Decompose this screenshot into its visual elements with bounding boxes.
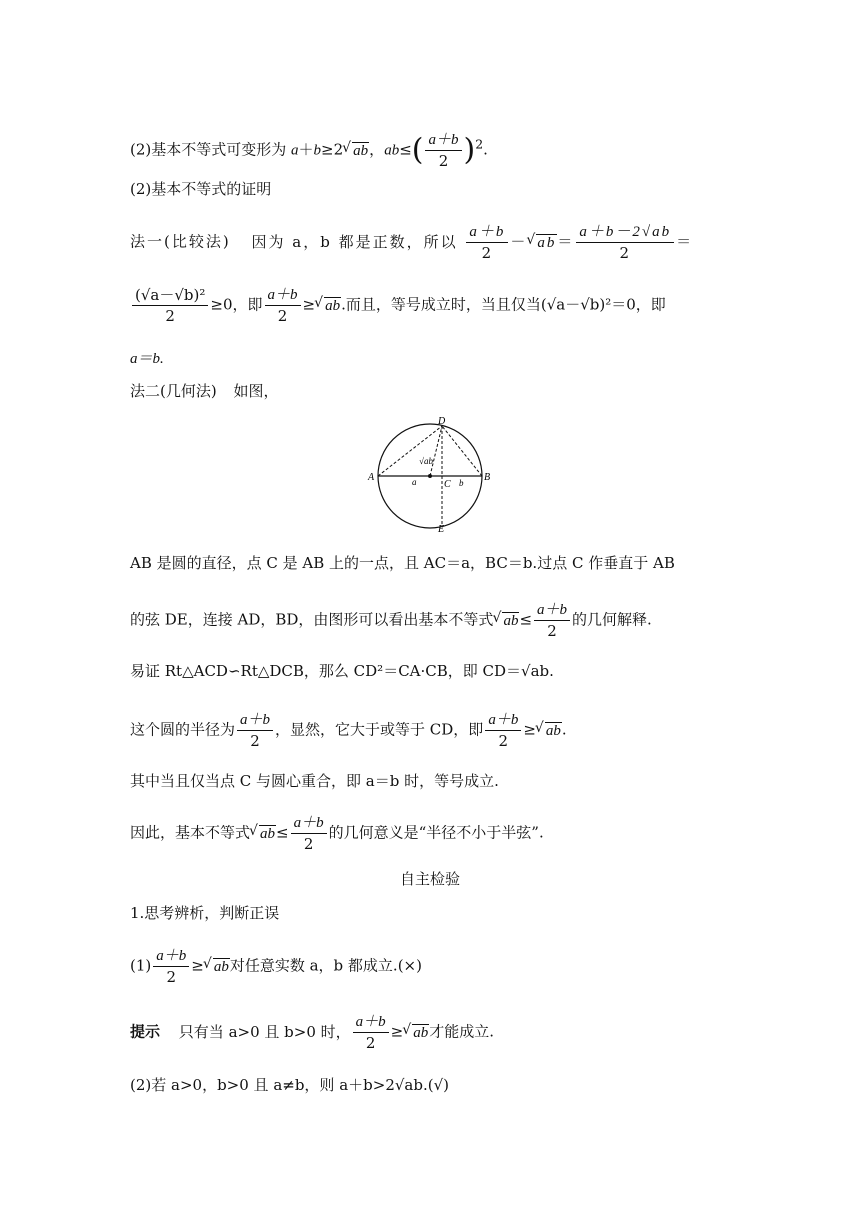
radius-od: [430, 426, 442, 476]
method1-equality: .而且，等号成立时，当且仅当(√a－√b)²＝0，即: [341, 295, 666, 314]
center-point: [428, 474, 432, 478]
method2-label: 法二(几何法): [130, 382, 217, 400]
hint-line: 提示 只有当 a>0 且 b>0 时， $\frac{a+b}{2}$ ≥√ ab才能成立.: [130, 1012, 494, 1053]
q1-2: (2)若 a>0，b>0 且 a≠b，则 a＋b>2√ab.(√): [130, 1076, 449, 1094]
method1-label: 法一(比较法): [130, 232, 231, 251]
proof-heading: (2)基本不等式的证明: [130, 180, 272, 198]
para-ab: AB 是圆的直径，点 C 是 AB 上的一点，且 AC＝a，BC＝b.过点 C 作垂直于 AB: [130, 554, 675, 572]
para-equal: 其中当且仅当点 C 与圆心重合，即 a＝b 时，等号成立.: [130, 772, 499, 790]
q1-1: (1) $\frac{a+b}{2}$ ≥√ ab对任意实数 a，b 都成立.(×): [130, 946, 422, 987]
method1-end: a＝b.: [130, 351, 164, 367]
method2-text: 如图，: [233, 382, 279, 400]
label-e: E: [438, 524, 445, 532]
label-a: A: [368, 472, 375, 483]
label-seg-a: a: [412, 477, 417, 487]
method1-line: 法一(比较法) 因为 a，b 都是正数，所以 $\frac{a+b}{2}$ －√ ab＝ $\frac{a+b-2√ab}{2}$ ＝: [130, 222, 693, 263]
method1-text: 因为 a，b 都是正数，所以: [251, 232, 458, 251]
q1-title: 1.思考辨析，判断正误: [130, 904, 280, 922]
method1-continuation: $\frac{\text{(√a－√b)²}}{2}$ ≥0，即 $\frac{a+b}{2}$ ≥√ ab.而且，等号成立时，当且仅当(√a－√b)²＝0，即: [130, 285, 666, 326]
hint-label: 提示: [130, 1022, 161, 1041]
circle-figure: [366, 414, 496, 532]
para-similar: 易证 Rt△ACD∽Rt△DCB，那么 CD²＝CA·CB，即 CD＝√ab.: [130, 662, 554, 680]
label-c: C: [444, 479, 451, 490]
label-sqrt-ab: √ab: [419, 456, 433, 466]
section2-intro-line: (2)基本不等式可变形为 a＋b≥2√ ab，ab≤( $\frac{a+b}{2}$ )$^2$.: [130, 130, 488, 171]
segment-ad: [378, 426, 442, 476]
para-meaning: 因此，基本不等式√ ab≤ $\frac{a+b}{2}$ 的几何意义是“半径不小于半弦”.: [130, 813, 544, 854]
method1-conclusion: ≥0，即: [210, 295, 263, 314]
para-radius: 这个圆的半径为 $\frac{a+b}{2}$ ，显然，它大于或等于 CD，即 $\frac{a+b}{2}$ ≥√ ab.: [130, 710, 567, 751]
para-chord: 的弦 DE，连接 AD，BD，由图形可以看出基本不等式√ ab≤ $\frac{a+b}{2}$ 的几何解释.: [130, 600, 652, 641]
label-b: B: [484, 472, 491, 483]
label-d: D: [438, 416, 446, 427]
label-seg-b: b: [459, 478, 464, 488]
method2-line: [130, 380, 279, 402]
section-title: 自主检验: [399, 870, 460, 888]
